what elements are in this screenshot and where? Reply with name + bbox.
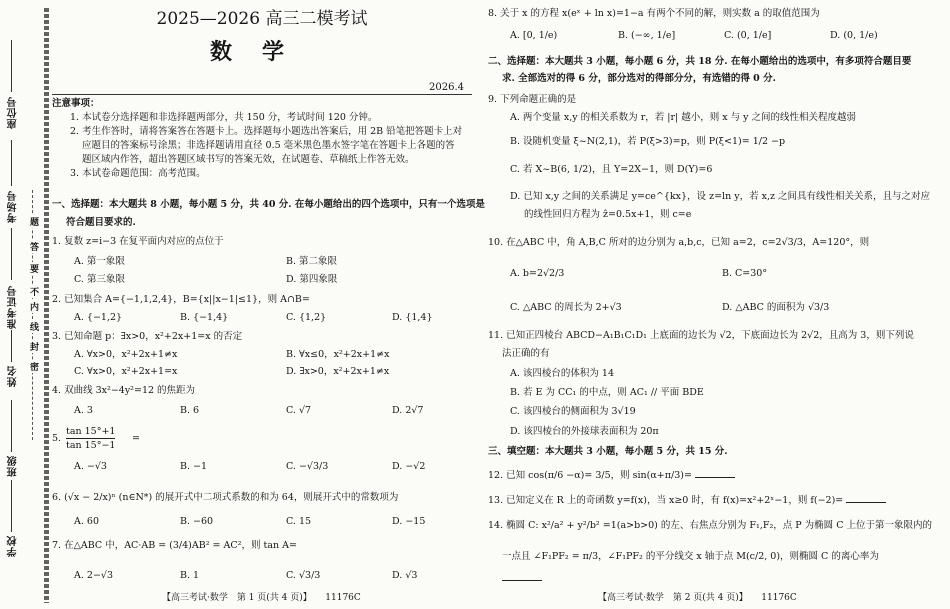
notice-line: 3. 本试卷命题范围：高考范围。 — [70, 168, 206, 179]
notice-line: 1. 本试卷分选择题和非选择题两部分，共 150 分，考试时间 120 分钟。 — [70, 112, 378, 123]
label-name: 姓名 — [8, 365, 19, 387]
q10-option-d: D. △ABC 的面积为 √3/3 — [722, 302, 830, 313]
question-2-stem: 2. 已知集合 A={−1,1,2,4}，B={x||x−1|≤1}，则 A∩B= — [52, 294, 310, 305]
question-12-text: 12. 已知 cos(π/6 −α)= 3/5，则 sin(α+π/3)= — [488, 470, 692, 481]
question-1-stem: 1. 复数 z=i−3 在复平面内对应的点位于 — [52, 236, 224, 247]
q6-option-c: C. 15 — [286, 516, 312, 527]
question-13-stem — [488, 495, 886, 507]
question-14-stem-cont: 一点且 ∠F₁PF₂ = π/3，∠F₁PF₂ 的平分线交 x 轴于点 M(c/2, 0)，则椭圆 C 的离心率为 — [502, 551, 879, 562]
q11-option-d: D. 该四棱台的外接球表面积为 20π — [510, 426, 659, 437]
q11-option-a: A. 该四棱台的体积为 14 — [510, 368, 615, 379]
section-1-heading: 一、选择题：本大题共 8 小题，每小题 5 分，共 40 分. 在每小题给出的四个选项中，只有一个选项是 — [52, 199, 485, 210]
section-2-heading-cont: 求. 全部选对的得 6 分，部分选对的得部分分，有选错的得 0 分. — [502, 73, 776, 84]
q11-option-b: B. 若 E 为 CC₁ 的中点，则 AC₁ // 平面 BDE — [510, 387, 704, 398]
notice-line: 题区域内作答，超出答题区域书写的答案无效，在试题卷、草稿纸上作答无效。 — [82, 154, 415, 165]
seal-char: 线 — [30, 320, 39, 333]
q4-option-b: B. 6 — [180, 405, 200, 416]
q8-option-d: D. (0, 1/e) — [830, 30, 878, 41]
q6-option-b: B. −60 — [180, 516, 214, 527]
q8-option-c: C. (0, 1/e] — [724, 30, 772, 41]
binding-strip — [0, 0, 50, 609]
q3-option-a: A. ∀x>0，x²+2x+1≠x — [74, 349, 178, 360]
seal-char: 答 — [30, 240, 39, 253]
q9-option-b: B. 设随机变量 ξ~N(2,1)，若 P(ξ>3)=p，则 P(ξ<1)= 1/2 −p — [510, 136, 786, 147]
answer-blank — [695, 477, 735, 478]
page-2-footer: 【高三考试·数学 第 2 页(共 4 页)】 11176C — [598, 593, 797, 603]
seal-char: 要 — [30, 262, 39, 275]
q1-option-d: D. 第四象限 — [286, 274, 338, 285]
q1-option-a: A. 第一象限 — [74, 256, 125, 267]
notice-line: 2. 考生作答时，请将答案答在答题卡上。选择题每小题选出答案后，用 2B 铅笔把答题卡上对 — [70, 126, 463, 137]
question-11-stem: 11. 已知正四棱台 ABCD−A₁B₁C₁D₁ 上底面的边长为 √2，下底面边长为 2√2，且高为 3，则下列说 — [488, 330, 914, 341]
q9-option-a: A. 两个变量 x,y 的相关系数为 r，若 |r| 越小，则 x 与 y 之间的线性相关程度越弱 — [510, 112, 857, 123]
q7-option-a: A. 2−√3 — [74, 570, 114, 581]
question-8-stem: 8. 关于 x 的方程 x(eˣ + ln x)=1−a 有两个不同的解，则实数 a 的取值范围为 — [488, 8, 820, 19]
q2-option-a: A. {−1,2} — [74, 312, 123, 323]
q4-option-d: D. 2√7 — [392, 405, 424, 416]
question-5-label: 5. — [52, 433, 62, 444]
blank-line — [11, 228, 12, 280]
q2-option-b: B. {−1,4} — [180, 312, 229, 323]
q9-option-d-cont: 的线性回归方程为 ẑ=0.5x+1，则 c=e — [524, 209, 692, 220]
q8-option-a: A. [0, 1/e) — [510, 30, 558, 41]
question-12-stem — [488, 470, 735, 482]
label-admission-number: 准考证号 — [8, 285, 19, 329]
q7-option-c: C. √3/3 — [286, 570, 321, 581]
q4-option-a: A. 3 — [74, 405, 93, 416]
label-class: 班级 — [8, 455, 19, 477]
blank-line — [11, 480, 12, 532]
question-13-text: 13. 已知定义在 R 上的奇函数 y=f(x)，当 x≥0 时，有 f(x)=x²+2ˣ−1，则 f(−2)= — [488, 495, 844, 506]
q5-option-b: B. −1 — [180, 461, 208, 472]
question-7-stem: 7. 在△ABC 中，AC·AB = (3/4)AB² = AC²，则 tan A= — [52, 540, 297, 551]
q5-option-c: C. −√3/3 — [286, 461, 329, 472]
question-14-answer — [502, 573, 542, 585]
answer-blank — [502, 580, 542, 581]
section-1-heading-cont: 符合题目要求的. — [66, 217, 136, 228]
label-exam-room: 考场号 — [8, 190, 19, 223]
question-3-stem: 3. 已知命题 p：∃x>0，x²+2x+1=x 的否定 — [52, 331, 243, 342]
q3-option-b: B. ∀x≤0，x²+2x+1≠x — [286, 349, 390, 360]
q5-option-a: A. −√3 — [74, 461, 107, 472]
question-9-stem: 9. 下列命题正确的是 — [488, 94, 577, 105]
exam-date: 2026.4 — [429, 82, 464, 93]
blank-line — [11, 140, 12, 186]
section-3-heading: 三、填空题：本大题共 3 小题，每小题 5 分，共 15 分. — [488, 446, 728, 457]
seal-char: 密 — [30, 360, 39, 373]
section-2-heading: 二、选择题：本大题共 3 小题，每小题 6 分，共 18 分. 在每小题给出的选项中，有多项符合题目要 — [488, 56, 912, 67]
notice-line: 应题目的答案标号涂黑；非选择题请用直径 0.5 毫米黑色墨水签字笔在答题卡上各题的答 — [82, 140, 455, 151]
q4-option-c: C. √7 — [286, 405, 312, 416]
q6-option-d: D. −15 — [392, 516, 426, 527]
question-11-stem-cont: 法正确的有 — [502, 348, 550, 359]
q9-option-d: D. 已知 x,y 之间的关系满足 y=ce^{kx}，设 z=ln y，若 x,z 之间具有线性相关关系，且与之对应 — [510, 191, 931, 202]
perforation-edge — [44, 8, 49, 603]
page-1-footer: 【高三考试·数学 第 1 页(共 4 页)】 11176C — [162, 593, 361, 603]
seal-char: 不 — [30, 285, 39, 298]
subject-title: 数学 — [209, 39, 314, 65]
question-4-stem: 4. 双曲线 3x²−4y²=12 的焦距为 — [52, 385, 196, 396]
q8-option-b: B. (−∞, 1/e] — [618, 30, 676, 41]
seal-char: 题 — [30, 215, 39, 228]
question-14-stem: 14. 椭圆 C: x²/a² + y²/b² =1(a>b>0) 的左、右焦点分别为 F₁,F₂，点 P 为椭圆 C 上位于第一象限内的 — [488, 520, 932, 531]
blank-line — [11, 330, 12, 362]
header-divider — [52, 94, 472, 95]
q1-option-c: C. 第三象限 — [74, 274, 125, 285]
q10-option-b: B. C=30° — [722, 268, 768, 279]
q10-option-c: C. △ABC 的周长为 2+√3 — [510, 302, 622, 313]
q7-option-d: D. √3 — [392, 570, 418, 581]
q5-equals: = — [132, 433, 140, 444]
q6-option-a: A. 60 — [74, 516, 99, 527]
q1-option-b: B. 第二象限 — [286, 256, 338, 267]
q2-option-d: D. {1,4} — [392, 312, 433, 323]
q5-option-d: D. −√2 — [392, 461, 426, 472]
q7-option-b: B. 1 — [180, 570, 200, 581]
question-6-stem: 6. (√x − 2/x)ⁿ (n∈N*) 的展开式中二项式系数的和为 64，则展开式中的常数项为 — [52, 492, 399, 503]
notice-title: 注意事项： — [52, 98, 100, 109]
q5-numerator: tan 15°+1 — [66, 426, 116, 437]
label-seat-number: 座位号 — [8, 96, 19, 129]
exam-title: 2025—2026 高三二模考试 — [156, 9, 368, 29]
q5-denominator: tan 15°−1 — [66, 440, 116, 451]
question-10-stem: 10. 在△ABC 中，角 A,B,C 所对的边分别为 a,b,c，已知 a=2，c=2√3/3，A=120°，则 — [488, 237, 870, 248]
blank-line — [11, 400, 12, 452]
q10-option-a: A. b=2√2/3 — [510, 268, 565, 279]
seal-char: 封 — [30, 340, 39, 353]
blank-line — [11, 40, 12, 92]
q3-option-c: C. ∀x>0，x²+2x+1=x — [74, 366, 178, 377]
q2-option-c: C. {1,2} — [286, 312, 327, 323]
q9-option-c: C. 若 X~B(6, 1/2)，且 Y=2X−1，则 D(Y)=6 — [510, 164, 713, 175]
label-school: 学校 — [8, 535, 19, 557]
answer-blank — [846, 502, 886, 503]
q3-option-d: D. ∃x>0，x²+2x+1≠x — [286, 366, 390, 377]
q11-option-c: C. 该四棱台的侧面积为 3√19 — [510, 406, 636, 417]
seal-char: 内 — [30, 300, 39, 313]
